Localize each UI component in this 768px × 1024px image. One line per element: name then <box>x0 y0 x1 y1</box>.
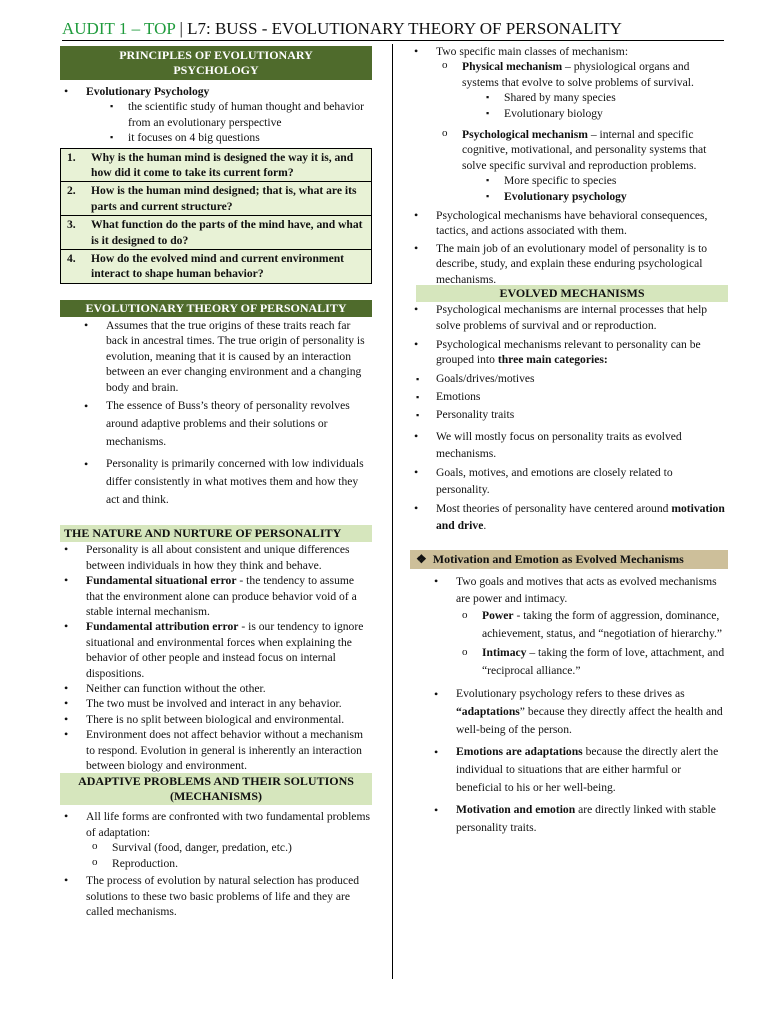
list-item: • Personality is all about consistent and unique differences between individuals in how they think and behave. <box>60 542 372 573</box>
list-item: • Motivation and emotion are directly linked with stable personality traits. <box>430 801 728 837</box>
principles-heading: PRINCIPLES OF EVOLUTIONARY PSYCHOLOGY <box>60 46 372 80</box>
question-row: 2. How is the human mind designed; that is, what are its parts and current structure? <box>61 181 371 215</box>
questions-table <box>60 148 372 284</box>
list-item: • There is no split between biological and environmental. <box>60 712 372 727</box>
list-item: ▪ Shared by many species <box>482 90 728 105</box>
list-item: • Psychological mechanisms have behavioral consequences, tactics, and actions associated with them. <box>410 208 728 239</box>
list-item: • Psychological mechanisms relevant to personality can be grouped into three main categories: ▪ Goals/drives/motives ▪ Emotions ▪ Personality traits <box>410 337 728 424</box>
list-item <box>430 607 728 681</box>
list-item: • Neither can function without the other. <box>60 681 372 696</box>
evolved-heading: EVOLVED MECHANISMS <box>416 285 728 302</box>
right-column <box>410 44 728 837</box>
list-item: ▪ the scientific study of human thought and behavior from an evolutionary perspective <box>106 99 372 130</box>
page-title: L7: BUSS - EVOLUTIONARY THEORY OF PERSONALITY <box>187 19 622 38</box>
list-item: • Fundamental attribution error - is our tendency to ignore situational and environmental forces when explaining the behavior of other people and instead focus on internal dispositions. <box>60 619 372 681</box>
list-item: • Personality is primarily concerned with low individuals differ consistently in what motives them and how they act and think. <box>80 455 372 509</box>
nature-heading: THE NATURE AND NURTURE OF PERSONALITY <box>60 525 372 542</box>
left-column <box>60 44 372 919</box>
list-item: • Goals, motives, and emotions are closely related to personality. <box>410 464 728 498</box>
list-item: o Reproduction. <box>86 856 372 871</box>
list-item: ▪ Goals/drives/motives <box>410 370 728 388</box>
list-item: ▪ Emotions <box>410 388 728 406</box>
evo-theory-heading: EVOLUTIONARY THEORY OF PERSONALITY <box>60 300 372 317</box>
list-item: • Evolutionary psychology refers to these drives as “adaptations” because they directly affect the health and well-being of the person. <box>430 685 728 739</box>
question-row: 4. How do the evolved mind and current environment interact to shape human behavior? <box>61 249 371 283</box>
list-item: • Evolutionary Psychology ▪ the scientific study of human thought and behavior from an evolutionary perspective ▪ it focuses on 4 big questions <box>60 84 372 146</box>
list-item: • Most theories of personality have centered around motivation and drive. <box>410 500 728 534</box>
list-item: • Fundamental situational error - the tendency to assume that the environment alone can produce behavior void of a stable internal mechanism. <box>60 573 372 619</box>
list-item: • Assumes that the true origins of these traits reach far back in ancestral times. The true origin of personality is evolution, meaning that it is caused by an interaction between an ever changing environment and a changing body and brain. <box>80 318 372 396</box>
motivation-heading: ❖ Motivation and Emotion as Evolved Mechanisms <box>410 550 728 569</box>
list-item <box>60 840 372 871</box>
list-item: o Survival (food, danger, predation, etc.) <box>86 840 372 855</box>
list-item: ▪ More specific to species <box>482 173 728 188</box>
list-item: o Intimacy – taking the form of love, attachment, and “reciprocal alliance.” <box>456 644 728 681</box>
list-item: • The essence of Buss’s theory of personality revolves around adaptive problems and their solutions or mechanisms. <box>80 397 372 451</box>
header-separator: | <box>175 19 188 38</box>
list-item: • The process of evolution by natural selection has produced solutions to these two basic problems of life and they are called mechanisms. <box>60 873 372 919</box>
list-item: ▪ Evolutionary psychology <box>482 189 728 204</box>
page-header <box>62 18 724 41</box>
adaptive-heading: ADAPTIVE PROBLEMS AND THEIR SOLUTIONS (MECHANISMS) <box>60 773 372 805</box>
list-item: o Physical mechanism – physiological organs and systems that evolve to solve problems of survival. ▪ Shared by many species ▪ Evolutionary biology <box>436 59 728 121</box>
list-item: o Power - taking the form of aggression, dominance, achievement, status, and “negotiation of hierarchy.” <box>456 607 728 644</box>
diamond-bullet-icon: ❖ <box>416 551 427 566</box>
list-item: • We will mostly focus on personality traits as evolved mechanisms. <box>410 428 728 462</box>
list-item: • All life forms are confronted with two fundamental problems of adaptation: <box>60 809 372 840</box>
audit-label: AUDIT 1 – TOP <box>62 19 176 38</box>
question-row: 1. Why is the human mind is designed the way it is, and how did it come to take its current form? <box>67 150 354 180</box>
question-row: 3. What function do the parts of the mind have, and what is it designed to do? <box>61 215 371 249</box>
list-item: • The main job of an evolutionary model of personality is to describe, study, and explain these enduring psychological mechanisms. <box>410 241 728 287</box>
list-item: o Psychological mechanism – internal and specific cognitive, motivational, and personality systems that solve specific survival and reproduction problems. ▪ More specific to species ▪ Evolutionary psychology <box>436 127 728 204</box>
column-divider <box>392 44 393 979</box>
list-item <box>410 59 728 204</box>
list-item: • Two specific main classes of mechanism: <box>410 44 728 59</box>
list-item: • Two goals and motives that acts as evolved mechanisms are power and intimacy. <box>430 573 728 607</box>
list-item: • Environment does not affect behavior without a mechanism to respond. Evolution in general is inherently an interaction between biology and environment. <box>60 727 372 773</box>
list-item: ▪ Personality traits <box>410 406 728 424</box>
list-item: • Emotions are adaptations because the directly alert the individual to situations that are either harmful or beneficial to his or her well-being. <box>430 743 728 797</box>
list-item: • The two must be involved and interact in any behavior. <box>60 696 372 711</box>
list-item: ▪ it focuses on 4 big questions <box>106 130 372 145</box>
list-item: ▪ Evolutionary biology <box>482 106 728 121</box>
list-item: • Psychological mechanisms are internal processes that help solve problems of survival and or reproduction. <box>410 302 728 333</box>
